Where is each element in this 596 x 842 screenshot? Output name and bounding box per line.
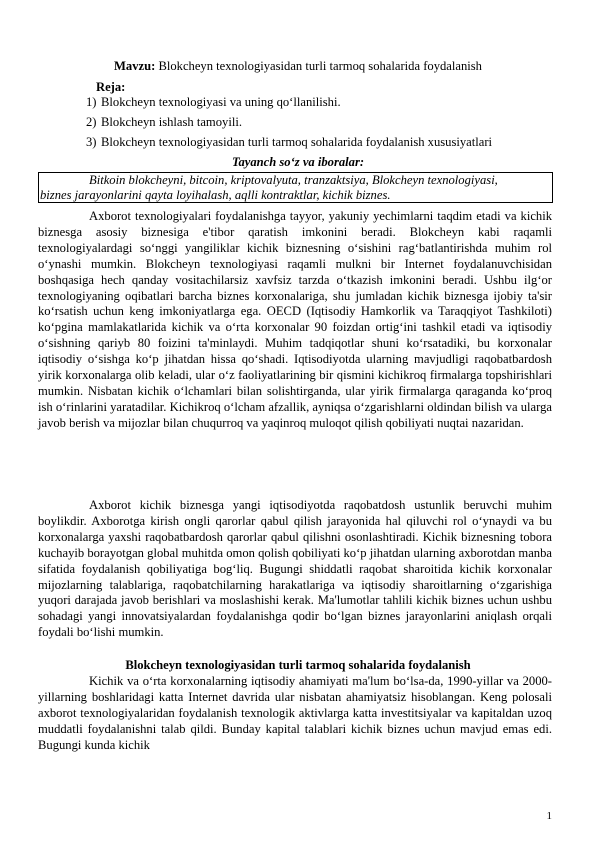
body-paragraph-1: Axborot texnologiyalari foydalanishga tayyor, yakuniy yechimlarni taqdim etadi va kichik biznesga asosiy biznesiga e'tibor qaratish imkonini beradi. Blokcheyn kabi raqamli texnologiyalardagi so‘nggi yangiliklar kichik biznesning o‘sishini rag‘batlantirishda muhim rol o‘ynashi mumkin. Blokcheyn texnologiyasi raqamli mulkni bir Internet foydalanuvchisidan boshqasiga hech qanday vositachilarsiz xavfsiz tarzda o‘tkazish imkonini beradi. Ushbu ilg‘or texnologiyaning oqibatlari barcha biznes korxonalariga, shu jumladan kichik biznesga ijobiy ta'sir ko‘rsatish uchun keng imkoniyatlarga ega. OECD (Iqtisodiy Hamkorlik va Taraqqiyot Tashkiloti) ko‘pgina mamlakatlarida kichik va o‘rta korxonalar 90 foizdan ortig‘ini tashkil etadi va iqtisodiy o‘sishning qariyb 80 foizini ta'minlaydi. Muhim tadqiqotlar shuni ko‘rsatadiki, bu korxonalar iqtisodiy o‘sishga ko‘p jihatdan hissa qo‘shadi. Iqtisodiyotda ularning mavjudligi raqobatbardosh yirik korxonalarga olib keladi, ular o‘z faoliyatlarining bir qismini kichikroq firmalarga topshirishlari mumkin. Nisbatan kichik o‘lchamlari bilan solishtirganda, ular yirik firmalarga qaraganda ko‘proq ish o‘rinlarini yaratadilar. Kichikroq o‘lcham afzallik, ayniqsa o‘zgarishlarni oldindan bilish va ularga javob berish va mijozlar bilan chuqurroq va yaqinroq muloqot qilish qobiliyati nuqtai nazaridan. [38,209,552,430]
plan-item-text: Blokcheyn ishlash tamoyili. [101,115,242,129]
topic-text: Blokcheyn texnologiyasidan turli tarmoq sohalarida foydalanish [158,59,482,73]
keywords-line-2: biznes jarayonlarini qayta loyihalash, aqlli kontraktlar, kichik biznes. [40,188,391,202]
body-paragraph-2: Axborot kichik biznesga yangi iqtisodiyotda raqobatdosh ustunlik beruvchi muhim boylikdir. Axborotga kirish ongli qarorlar qabul qilish jarayonida hal qiluvchi rol o‘ynaydi va bu korxonalarga yaxshi raqobatbardosh qarorlar qabul qilishni osonlashtiradi. Kichik biznesning tobora kuchayib borayotgan global muhitda omon qolish qobiliyati ko‘p jihatdan ularning axborotdan manba sifatida foydalanish qobiliyatiga bog‘liq. Bugungi shiddatli raqobat sharoitida kichik korxonalar mijozlarning talablariga, raqobatchilarning harakatlariga va iqtisodiy sharoitlarning o‘zgarishiga yuqori darajada javob berishlari va moslashishi kerak. Ma'lumotlar tahlili kichik biznes uchun ushbu sohadagi yangi innovatsiyalardan foydalanishga qodir bo‘lgan biznes jarayonlarini aniqlash orqali foydali bo‘lishi mumkin. [38,498,552,640]
plan-item-number: 3) [86,135,97,149]
topic-heading [0,59,596,74]
plan-item-text: Blokcheyn texnologiyasi va uning qo‘llanilishi. [101,95,341,109]
plan-title: Reja: [96,80,126,94]
topic-label: Mavzu: [114,59,156,73]
plan-item-text: Blokcheyn texnologiyasidan turli tarmoq sohalarida foydalanish xususiyatlari [101,135,493,149]
section-heading: Blokcheyn texnologiyasidan turli tarmoq sohalarida foydalanish [125,658,471,672]
plan-item [86,115,242,130]
keywords-box-right-border [552,172,553,203]
plan-item [86,95,341,110]
keywords-box-left-border [38,172,39,203]
page-number: 1 [546,810,552,822]
plan-item-number: 1) [86,95,97,109]
keywords-line-1: Bitkoin blokcheyni, bitcoin, kriptovalyuta, tranzaktsiya, Blokcheyn texnologiyasi, [89,173,498,187]
keywords-title: Tayanch so‘z va iboralar: [231,155,365,169]
plan-item-number: 2) [86,115,97,129]
plan-item [86,135,492,150]
body-paragraph-3: Kichik va o‘rta korxonalarning iqtisodiy ahamiyati ma'lum bo‘lsa-da, 1990-yillar va 2000-yillarning boshlaridagi katta Internet davrida ular nisbatan ahamiyatsiz hisoblangan. Keng polosali axborot texnologiyalaridan foydalanish texnologik aktivlarga katta investitsiyalar va kapitaldan uzoq muddatli foydalanishni talab qildi. Bunday kapital talablari kichik biznes uchun mavjud emas edi. Bugungi kunda kichik [38,674,552,752]
